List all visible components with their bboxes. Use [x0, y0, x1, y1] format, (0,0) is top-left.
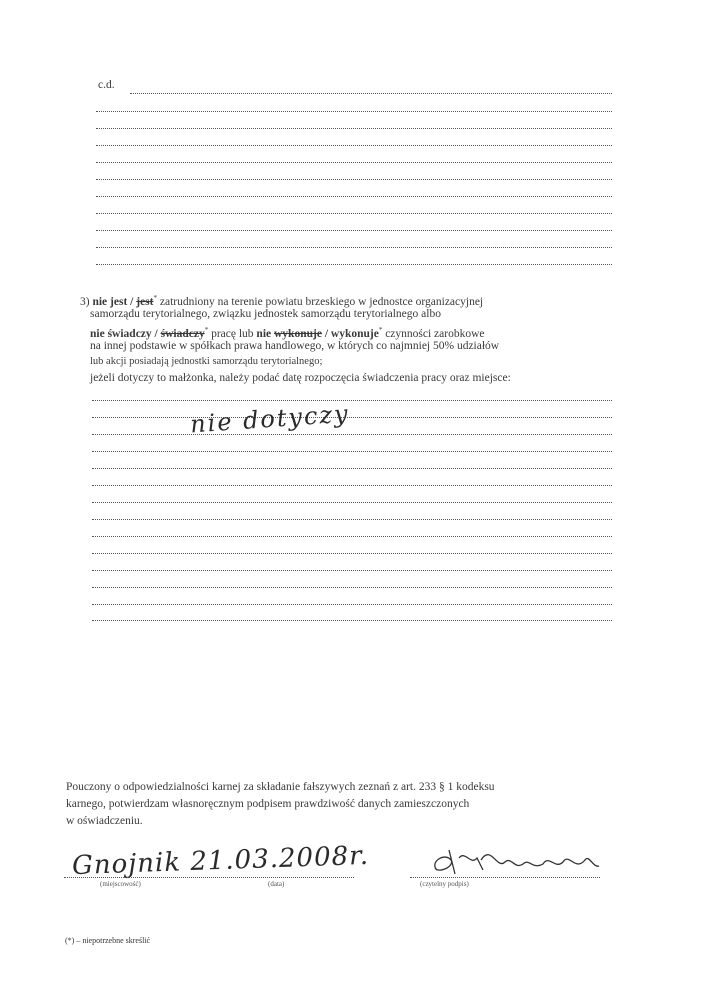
handwritten-place-date: Gnojnik 21.03.2008r.: [71, 840, 370, 882]
option-swiadczy-struck: świadczy: [160, 327, 205, 340]
option-jest-struck: jest: [136, 295, 154, 308]
dotted-line: [92, 553, 612, 554]
text-rest: czynności zarobkowe: [382, 327, 485, 340]
dotted-line: [92, 502, 612, 503]
declaration-line3: w oświadczeniu.: [66, 815, 143, 827]
item3-line3: nie świadczy / świadczy* pracę lub nie wykonuje / wykonuje* czynności zarobkowe: [90, 326, 485, 340]
dotted-line: [130, 93, 612, 94]
dotted-line: [96, 179, 612, 180]
option-nie-swiadczy: nie świadczy: [90, 327, 152, 340]
dotted-line: [96, 230, 612, 231]
option-wykonuje-struck: wykonuje: [274, 327, 322, 340]
declaration-line2: karnego, potwierdzam własnoręcznym podpisem prawdziwość danych zamieszczonych: [66, 798, 470, 810]
slash: /: [321, 327, 331, 340]
option-wykonuje: wykonuje: [330, 327, 379, 340]
dotted-line: [64, 877, 354, 878]
slash: /: [127, 295, 137, 308]
item3-line6: jeżeli dotyczy to małżonka, należy podać datę rozpoczęcia świadczenia pracy oraz miejsce:: [90, 372, 511, 384]
dotted-line: [92, 400, 612, 401]
item3-line4: na innej podstawie w spółkach prawa handlowego, w których co najmniej 50% udziałów: [90, 340, 500, 352]
dotted-line: [96, 111, 612, 112]
dotted-line: [92, 536, 612, 537]
handwritten-nie-dotyczy: nie dotyczy: [189, 399, 351, 439]
declaration-line1: Pouczony o odpowiedzialności karnej za składanie fałszywych zeznań z art. 233 § 1 kodeksu: [66, 781, 495, 793]
dotted-line: [92, 570, 612, 571]
item3-line1: 3) nie jest / jest* zatrudniony na terenie powiatu brzeskiego w jednostce organizacyjnej: [80, 294, 484, 308]
dotted-line: [96, 145, 612, 146]
dotted-line: [92, 417, 612, 418]
dotted-line: [92, 434, 612, 435]
place-caption: (miejscowość): [100, 880, 141, 888]
item3-line2: samorządu terytorialnego, związku jednostek samorządu terytorialnego albo: [90, 308, 441, 320]
dotted-line: [96, 128, 612, 129]
dotted-line: [96, 264, 612, 265]
dotted-line: [92, 451, 612, 452]
text-mid: pracę lub: [208, 327, 257, 340]
dotted-line: [92, 604, 612, 605]
dotted-line: [92, 519, 612, 520]
item-number: 3): [80, 295, 90, 308]
option-nie-jest: nie jest: [92, 295, 128, 308]
date-caption: (data): [268, 880, 285, 888]
item3-line5: lub akcji posiadają jednostki samorządu terytorialnego;: [90, 356, 323, 367]
cd-label: c.d.: [98, 79, 115, 91]
dotted-line: [92, 468, 612, 469]
dotted-line: [96, 247, 612, 248]
dotted-line: [92, 485, 612, 486]
dotted-line: [92, 587, 612, 588]
signature: [425, 840, 605, 885]
slash: /: [151, 327, 161, 340]
item3-line1-rest: zatrudniony na terenie powiatu brzeskiego w jednostce organizacyjnej: [156, 295, 484, 308]
signature-caption: (czytelny podpis): [420, 880, 469, 888]
dotted-line: [96, 196, 612, 197]
dotted-line: [92, 620, 612, 621]
footnote: (*) – niepotrzebne skreślić: [65, 936, 151, 945]
dotted-line: [410, 877, 600, 878]
dotted-line: [96, 162, 612, 163]
option-nie: nie: [256, 327, 272, 340]
dotted-line: [96, 213, 612, 214]
